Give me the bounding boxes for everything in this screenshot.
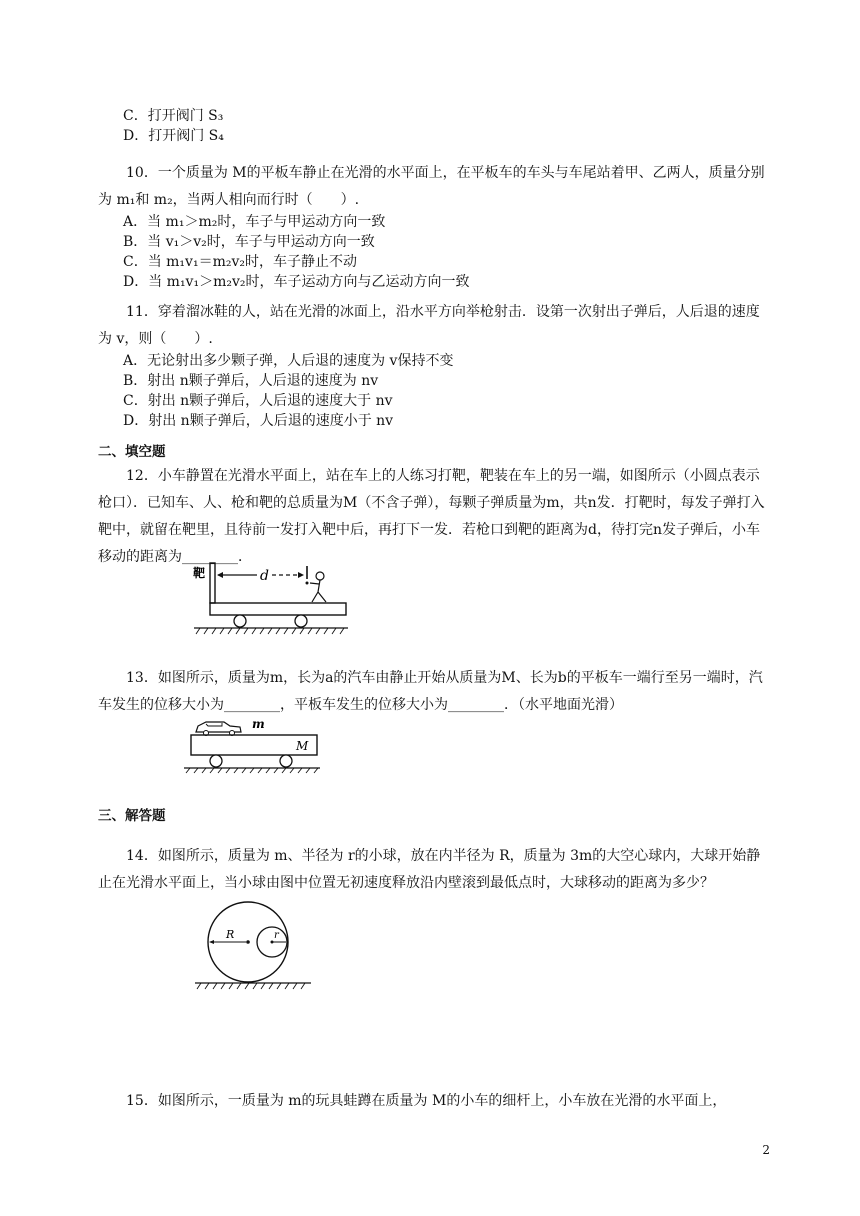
q12-text: 12．小车静置在光滑水平面上，站在车上的人练习打靶，靶装在车上的另一端，如图所示（小圆点表示枪口）．已知车、人、枪和靶的总质量为M（不含子弹），每颗子弹质量为m，共n发．打靶时，每发子弹打入靶中，就留在靶里，且待前一发打入靶中后，再打下一发．若枪口到靶的距离为d，待打完n发子弹后，小车移动的距离为________．: [98, 468, 765, 565]
q10-option-a: A．当 m₁＞m₂时，车子与甲运动方向一致: [123, 214, 386, 230]
q9-option-d: D．打开阀门 S₄: [123, 128, 224, 144]
car-icon: [196, 722, 241, 732]
arrow-head-right-icon: [298, 572, 304, 578]
target-icon: [210, 563, 215, 603]
board-wheel-left-icon: [210, 755, 222, 767]
q11-option-c: C．射出 n颗子弹后，人后退的速度大于 nv: [123, 393, 393, 409]
page-number: 2: [762, 1143, 770, 1157]
ground-hatch: [196, 628, 344, 634]
ground-hatch: [197, 983, 305, 989]
q13-car-label: m: [252, 717, 265, 731]
wheel-right-icon: [295, 615, 307, 627]
q11-option-d: D．射出 n颗子弹后，人后退的速度小于 nv: [123, 413, 394, 429]
q14-small-radius-label: r: [274, 930, 279, 941]
q10-option-c: C．当 m₁v₁＝m₂v₂时，车子静止不动: [123, 254, 357, 270]
q13-board-label: M: [296, 739, 309, 753]
q10-stem: 10．一个质量为 M的平板车静止在光滑的水平面上，在平板车的车头与车尾站着甲、乙两人，质量分别为 m₁和 m₂，当两人相向而行时（ ）.: [98, 165, 765, 208]
q15-text: 15．如图所示，一质量为 m的玩具蛙蹲在质量为 M的小车的细杆上，小车放在光滑的水平面上，: [126, 1093, 727, 1109]
q10-option-b: B．当 v₁＞v₂时，车子与甲运动方向一致: [123, 234, 375, 250]
person-head-icon: [316, 572, 324, 580]
q10-option-d: D．当 m₁v₁＞m₂v₂时，车子运动方向与乙运动方向一致: [123, 274, 470, 290]
big-center-dot-icon: [246, 940, 250, 944]
q14-text: 14．如图所示，质量为 m、半径为 r的小球，放在内半径为 R，质量为 3m的大空心球内，大球开始静止在光滑水平面上，当小球由图中位置无初速度释放沿内壁滚到最低点时，大球移动的距离为多少？: [98, 848, 761, 891]
section-heading-answer: 三、解答题: [98, 808, 166, 824]
q9-option-c: C．打开阀门 S₃: [123, 108, 224, 124]
q12-distance-label: d: [260, 568, 269, 584]
ground-hatch: [186, 768, 318, 773]
wheel-left-icon: [234, 615, 246, 627]
q12-target-label: 靶: [193, 566, 206, 580]
board-wheel-right-icon: [280, 755, 292, 767]
q11-option-b: B．射出 n颗子弹后，人后退的速度为 nv: [123, 373, 379, 389]
q14-figure: [193, 900, 313, 994]
q14-big-radius-label: R: [226, 928, 235, 941]
q13-figure: [182, 712, 322, 774]
q12-figure: [190, 560, 350, 636]
section-heading-fill-in: 二、填空题: [98, 444, 166, 460]
radius-arrow-icon: [209, 940, 214, 944]
car-window: [206, 723, 222, 726]
arrow-head-left-icon: [217, 572, 223, 578]
q11-option-a: A．无论射出多少颗子弹，人后退的速度为 v保持不变: [123, 353, 454, 369]
cart-board: [210, 603, 346, 615]
muzzle-dot-icon: [306, 582, 309, 585]
q11-stem: 11．穿着溜冰鞋的人，站在光滑的冰面上，沿水平方向举枪射击．设第一次射出子弹后，人后退的速度为 v，则（ ）.: [98, 304, 760, 347]
q13-text: 13．如图所示，质量为m，长为a的汽车由静止开始从质量为M、长为b的平板车一端行至另一端时，汽车发生的位移大小为________，平板车发生的位移大小为________．（水平地面光滑）: [98, 670, 763, 713]
person-body-icon: [310, 580, 326, 602]
